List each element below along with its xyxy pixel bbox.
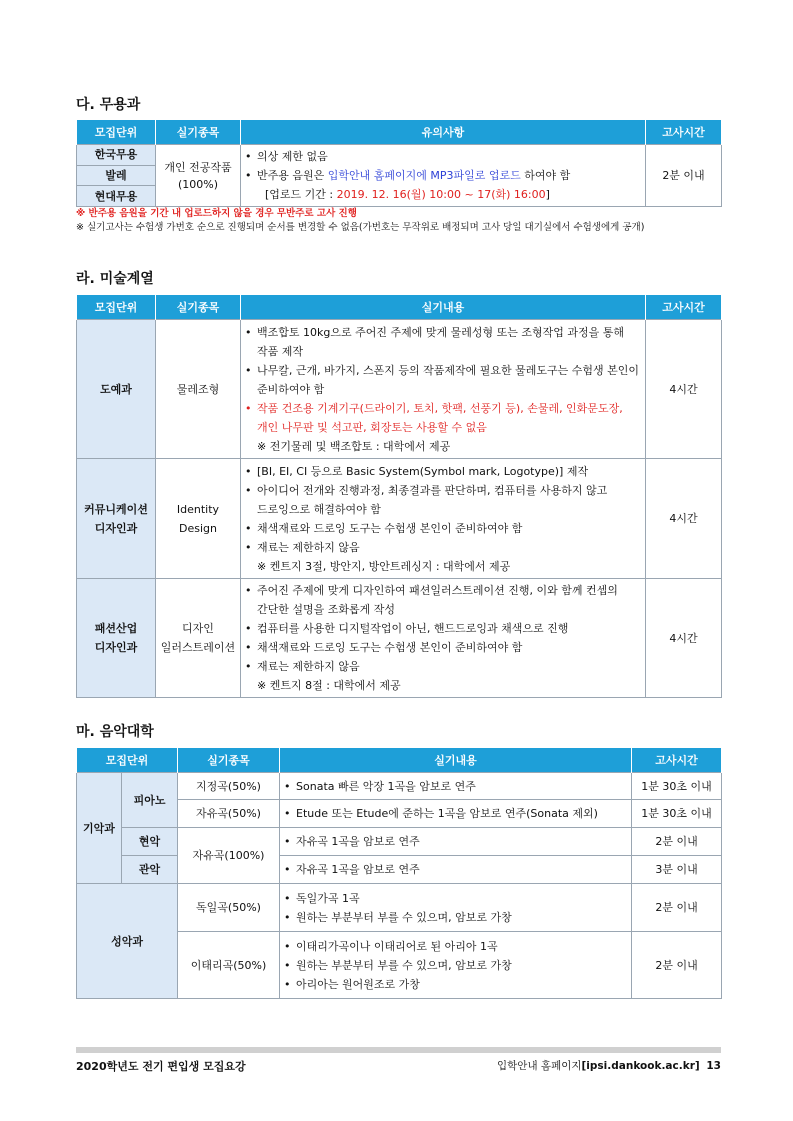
- footer-divider: [76, 1047, 721, 1053]
- content-line: ※ 켄트지 8절 : 대학에서 제공: [257, 679, 401, 692]
- strings-content: • 자유곡 1곡을 암보로 연주: [280, 828, 632, 856]
- col-header-event: 실기종목: [178, 748, 280, 773]
- strings-time: 2분 이내: [632, 828, 722, 856]
- ceramics-content: [241, 320, 646, 459]
- unit-fashion-design: 패션산업 디자인과: [77, 579, 156, 698]
- piano-content-2: • Etude 또는 Etude에 준하는 1곡을 암보로 연주(Sonata 제외): [280, 800, 632, 828]
- col-header-unit: 모집단위: [77, 295, 156, 320]
- unit-modern-dance: 현대무용: [77, 186, 156, 207]
- fashion-design-content: [241, 579, 646, 698]
- content-line: • 재료는 제한하지 않음: [245, 538, 641, 557]
- content-line: • 작품 건조용 기계기구(드라이기, 토치, 핫팩, 선풍기 등), 손물레, 인화문도장,: [245, 399, 641, 418]
- free-event: 자유곡(100%): [178, 828, 280, 884]
- content-line: • 아이디어 전개와 진행과정, 최종결과를 판단하며, 컴퓨터를 사용하지 않고: [245, 481, 641, 500]
- col-header-time: 고사시간: [646, 120, 722, 145]
- content-line: 드로잉으로 해결하여야 함: [257, 502, 381, 516]
- winds-content: • 자유곡 1곡을 암보로 연주: [280, 856, 632, 884]
- fashion-design-event: 디자인 일러스트레이션: [156, 579, 241, 698]
- content-line: • 채색재료와 드로잉 도구는 수험생 본인이 준비하여야 함: [245, 638, 641, 657]
- content-line: • 컴퓨터를 사용한 디지털작업이 아닌, 핸드드로잉과 채색으로 진행: [245, 619, 641, 638]
- dance-notes: [241, 145, 646, 207]
- content-line: • 백조합토 10kg으로 주어진 주제에 맞게 물레성형 또는 조형작업 과정을 통해: [245, 323, 641, 342]
- upload-period: 2019. 12. 16(월) 10:00 ~ 17(화) 16:00: [336, 188, 546, 201]
- piano-time-2: 1분 30초 이내: [632, 800, 722, 828]
- col-header-content: 실기내용: [241, 295, 646, 320]
- footer-url[interactable]: [ipsi.dankook.ac.kr]: [581, 1060, 700, 1072]
- section-title-music: 마. 음악대학: [76, 724, 154, 740]
- col-header-unit: 모집단위: [77, 748, 178, 773]
- fashion-design-time: 4시간: [646, 579, 722, 698]
- communication-design-content: [241, 459, 646, 579]
- unit-ballet: 발레: [77, 165, 156, 186]
- unit-korean-dance: 한국무용: [77, 145, 156, 166]
- communication-design-time: 4시간: [646, 459, 722, 579]
- ceramics-event: 물레조형: [156, 320, 241, 459]
- section-title-dance: 다. 무용과: [76, 97, 141, 113]
- art-table: [76, 295, 722, 698]
- dance-event: 개인 전공작품 (100%): [156, 145, 241, 207]
- vocal-time-2: 2분 이내: [632, 932, 722, 999]
- col-header-time: 고사시간: [632, 748, 722, 773]
- dance-time: 2분 이내: [646, 145, 722, 207]
- content-line: 간단한 설명을 조화롭게 작성: [257, 603, 396, 616]
- vocal-time-1: 2분 이내: [632, 884, 722, 932]
- unit-vocal: 성악과: [77, 884, 178, 999]
- unit-ceramics: 도예과: [77, 320, 156, 459]
- col-header-time: 고사시간: [646, 295, 722, 320]
- piano-content-1: • Sonata 빠른 악장 1곡을 암보로 연주: [280, 773, 632, 800]
- dance-table: [76, 120, 722, 207]
- col-header-notes: 유의사항: [241, 120, 646, 145]
- col-header-event: 실기종목: [156, 295, 241, 320]
- vocal-content-2: • 이태리가곡이나 이태리어로 된 아리아 1곡 • 원하는 부분부터 부를 수 있으며, 암보로 가창 • 아리아는 원어원조로 가창: [280, 932, 632, 999]
- content-line: • 주어진 주제에 맞게 디자인하여 패션일러스트레이션 진행, 이와 함께 컨셉의: [245, 581, 641, 600]
- vocal-content-1: • 독일가곡 1곡 • 원하는 부분부터 부를 수 있으며, 암보로 가창: [280, 884, 632, 932]
- content-line: • 재료는 제한하지 않음: [245, 657, 641, 676]
- dance-note-1: • 의상 제한 없음: [245, 147, 641, 166]
- content-line: • [BI, EI, CI 등으로 Basic System(Symbol mark, Logotype)] 제작: [245, 462, 641, 481]
- dance-footnote-1: ※ 반주용 음원을 기간 내 업로드하지 않을 경우 무반주로 고사 진행: [76, 208, 357, 219]
- dance-note-3: [업로드 기간 : 2019. 12. 16(월) 10:00 ~ 17(화) 16:00]: [265, 188, 550, 201]
- music-table: [76, 748, 722, 999]
- col-header-unit: 모집단위: [77, 120, 156, 145]
- winds-time: 3분 이내: [632, 856, 722, 884]
- dance-footnote-2: ※ 실기고사는 수험생 가번호 순으로 진행되며 순서를 변경할 수 없음(가번호는 무작위로 배정되며 고사 당일 대기실에서 수험생에게 공개): [76, 222, 645, 233]
- footer-site: 입학안내 홈페이지[ipsi.dankook.ac.kr] 13: [497, 1060, 721, 1072]
- content-line: ※ 전기물레 및 백조합토 : 대학에서 제공: [257, 439, 451, 453]
- content-line: 준비하여야 함: [257, 382, 325, 396]
- section-title-art: 라. 미술계열: [76, 271, 154, 287]
- piano-time-1: 1분 30초 이내: [632, 773, 722, 800]
- col-header-event: 실기종목: [156, 120, 241, 145]
- communication-design-event: Identity Design: [156, 459, 241, 579]
- vocal-event-2: 이태리곡(50%): [178, 932, 280, 999]
- footer-title: 2020학년도 전기 편입생 모집요강: [76, 1060, 246, 1073]
- piano-event-2: 자유곡(50%): [178, 800, 280, 828]
- upload-highlight: 입학안내 홈페이지에 MP3파일로 업로드: [327, 169, 521, 182]
- unit-winds: 관악: [122, 856, 178, 884]
- unit-piano: 피아노: [122, 773, 178, 828]
- col-header-content: 실기내용: [280, 748, 632, 773]
- content-line: 개인 나무판 및 석고판, 회장토는 사용할 수 없음: [257, 420, 487, 434]
- unit-instrumental: 기악과: [77, 773, 122, 884]
- unit-strings: 현악: [122, 828, 178, 856]
- unit-communication-design: 커뮤니케이션 디자인과: [77, 459, 156, 579]
- content-line: 작품 제작: [257, 344, 304, 358]
- page-number: 13: [706, 1060, 721, 1072]
- piano-event-1: 지정곡(50%): [178, 773, 280, 800]
- dance-note-2: • 반주용 음원은 입학안내 홈페이지에 MP3파일로 업로드 하여야 함: [245, 166, 641, 185]
- vocal-event-1: 독일곡(50%): [178, 884, 280, 932]
- content-line: • 채색재료와 드로잉 도구는 수험생 본인이 준비하여야 함: [245, 519, 641, 538]
- content-line: • 나무칼, 근개, 바가지, 스폰지 등의 작품제작에 필요한 물레도구는 수험생 본인이: [245, 361, 641, 380]
- ceramics-time: 4시간: [646, 320, 722, 459]
- content-line: ※ 켄트지 3절, 방안지, 방안트레싱지 : 대학에서 제공: [257, 559, 511, 573]
